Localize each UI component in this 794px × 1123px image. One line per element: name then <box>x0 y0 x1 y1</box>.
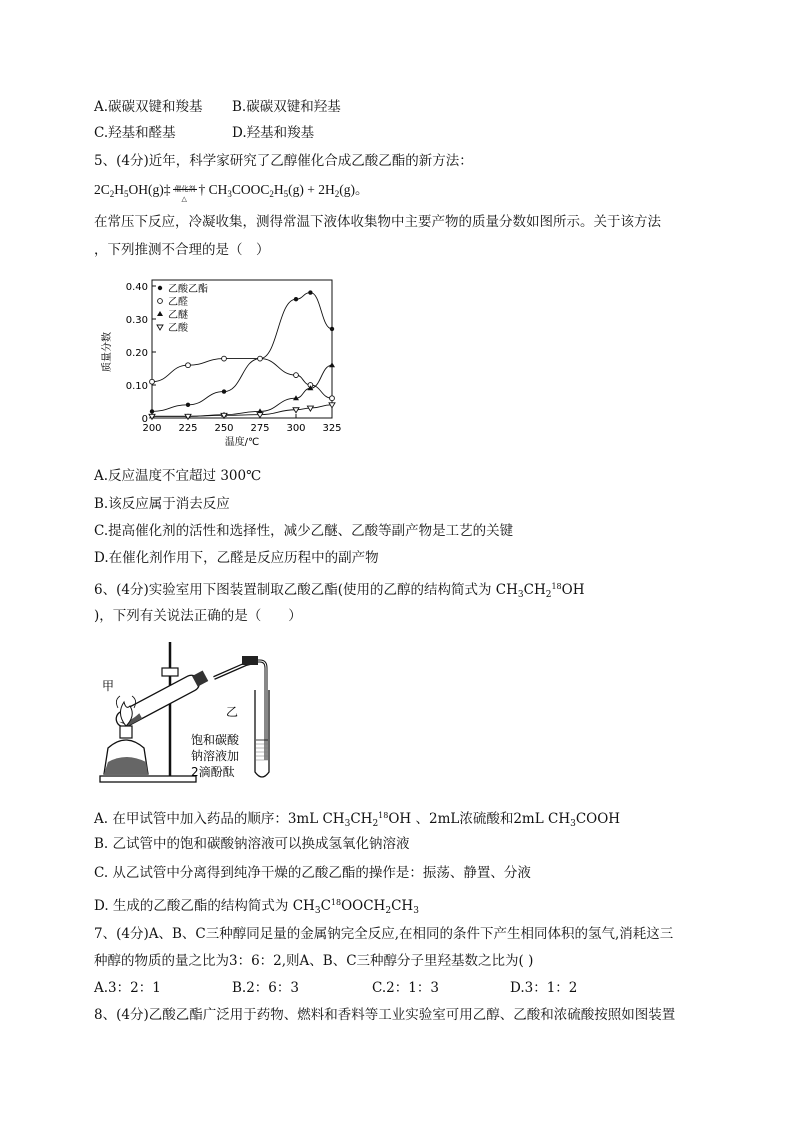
x-axis-label: 温度/℃ <box>224 437 260 448</box>
data-point <box>330 396 335 401</box>
y-tick-label: 0.40 <box>125 282 148 293</box>
q7-stem-1: 7、(4分)A、B、C三种醇同足量的金属钠完全反应,在相同的条件下产生相同体积的氢气,消耗这三 <box>94 926 674 942</box>
q5-option-c: C.提高催化剂的活性和选择性，减少乙醚、乙酸等副产物是工艺的关键 <box>94 523 514 539</box>
data-point <box>330 327 334 331</box>
data-point <box>185 414 191 419</box>
q6-option-d: D. 生成的乙酸乙酯的结构简式为 $CH_3C^{18}OOCH_2CH_3$ <box>94 898 419 916</box>
y-axis-label: 质量分数 <box>102 332 113 372</box>
data-point <box>186 403 190 407</box>
q5-description-1: 在常压下反应，冷凝收集，测得常温下液体收集物中主要产物的质量分数如图所示。关于该方法 <box>94 214 661 230</box>
solution-label-3: 2滴酚酞 <box>191 765 235 779</box>
legend-label: 乙酸乙酯 <box>168 284 208 295</box>
q5-option-a: A.反应温度不宜超过 300℃ <box>94 468 262 484</box>
q6-option-c: C. 从乙试管中分离得到纯净干燥的乙酸乙酯的操作是：振荡、静置、分液 <box>94 865 531 881</box>
q7-stem-2: 种醇的物质的量之比为3：6：2,则A、B、C三种醇分子里羟基数之比为( ) <box>94 953 534 969</box>
solution-label-2: 钠溶液加 <box>191 749 240 763</box>
legend-marker <box>157 311 163 316</box>
legend-label: 乙醚 <box>168 310 188 321</box>
x-tick-label: 250 <box>214 423 234 434</box>
x-tick-label: 225 <box>178 423 198 434</box>
q6-stem-1: 6、(4分)实验室用下图装置制取乙酸乙酯(使用的乙醇的结构简式为 $CH_3CH_2^{18}OH$ <box>94 582 585 600</box>
legend-marker <box>158 286 162 290</box>
q4-option-d: D.羟基和羧基 <box>232 125 315 141</box>
reaction-condition: 催化剂 △ <box>174 184 196 203</box>
y-tick-label: 0 <box>141 414 148 425</box>
label-yi: 乙 <box>226 705 239 719</box>
q4-option-a: A.碳碳双键和羧基 <box>94 99 203 115</box>
q5-equation: $2C_2H_5OH(g)\ddagger$ 催化剂 △ † $CH_3COOC_2H_5(g) + 2H_2(g)$。 <box>94 182 369 203</box>
q5-option-d: D.在催化剂作用下，乙醛是反应历程中的副产物 <box>94 550 379 566</box>
y-tick-label: 0.10 <box>125 381 148 392</box>
data-point <box>150 379 155 384</box>
data-point <box>258 356 263 361</box>
x-tick-label: 325 <box>322 423 342 434</box>
mass-fraction-chart <box>94 268 354 458</box>
x-tick-label: 275 <box>250 423 270 434</box>
legend-label: 乙酸 <box>168 323 188 334</box>
label-jia: 甲 <box>102 679 115 693</box>
data-point <box>257 413 263 418</box>
legend-marker <box>158 299 163 304</box>
q6-option-a: A. 在甲试管中加入药品的顺序：3mL $CH_3CH_2^{18}OH$ 、2mL浓硫酸和2mL $CH_3COOH$ <box>94 811 621 829</box>
data-point <box>222 356 227 361</box>
series-line <box>152 405 332 417</box>
q5-description-2: ，下列推测不合理的是（ ） <box>94 242 270 258</box>
data-point <box>293 408 299 413</box>
q8-stem-1: 8、(4分)乙酸乙酯广泛用于药物、燃料和香料等工业实验室可用乙醇、乙酸和浓硫酸按照如图装置 <box>94 1007 676 1023</box>
q7-option-b: B.2：6：3 <box>232 980 299 996</box>
data-point <box>294 297 298 301</box>
data-point <box>294 373 299 378</box>
data-point <box>150 409 154 413</box>
series-line <box>152 359 332 399</box>
x-tick-label: 300 <box>286 423 306 434</box>
stand-clamp <box>162 668 178 676</box>
y-tick-label: 0.30 <box>125 315 148 326</box>
q7-option-d: D.3：1：2 <box>510 980 578 996</box>
data-point <box>308 290 312 294</box>
q7-option-a: A.3：2：1 <box>94 980 161 996</box>
q4-option-c: C.羟基和醛基 <box>94 125 176 141</box>
data-point <box>222 389 226 393</box>
x-tick-label: 200 <box>142 423 162 434</box>
q4-option-b: B.碳碳双键和羟基 <box>232 99 341 115</box>
q7-option-c: C.2：1：3 <box>372 980 439 996</box>
legend-label: 乙醛 <box>168 297 188 308</box>
solution-label-1: 饱和碳酸 <box>191 733 240 747</box>
q5-option-b: B.该反应属于消去反应 <box>94 496 230 512</box>
y-tick-label: 0.20 <box>125 348 148 359</box>
q5-stem: 5、(4分)近年，科学家研究了乙醇催化合成乙酸乙酯的新方法： <box>94 153 473 169</box>
q6-stem-2: )，下列有关说法正确的是（ ） <box>94 608 302 624</box>
data-point <box>186 363 191 368</box>
q6-option-b: B. 乙试管中的饱和碳酸钠溶液可以换成氢氧化钠溶液 <box>94 836 410 852</box>
data-point <box>149 414 155 419</box>
legend-marker <box>157 325 163 330</box>
ester-apparatus-diagram <box>96 640 296 790</box>
data-point <box>329 362 335 367</box>
stand-base <box>100 776 196 782</box>
